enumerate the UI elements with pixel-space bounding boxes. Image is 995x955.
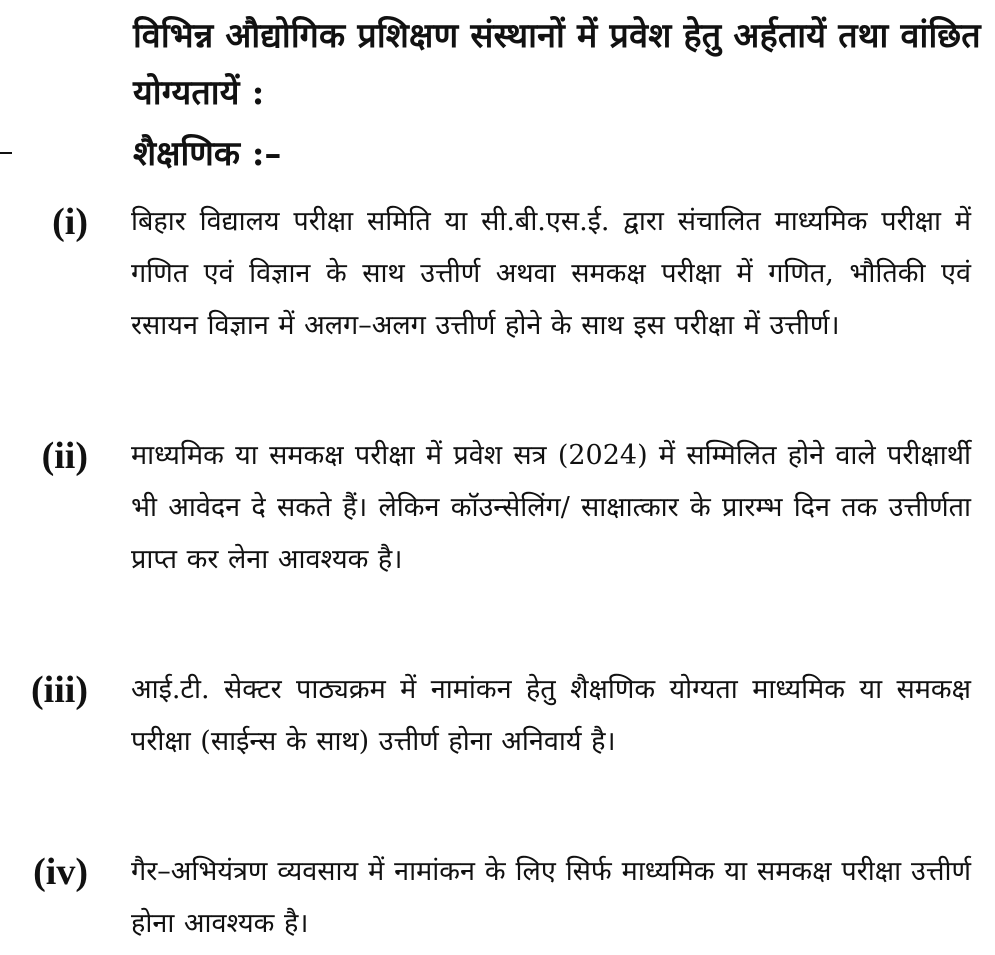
item-text: माध्यमिक या समकक्ष परीक्षा में प्रवेश सत्र (2024) में सम्मिलित होने वाले परीक्षार्थी भी आवेदन दे सकते हैं। लेकिन कॉउन्सेलिंग/ साक्षात्कार के प्रारम्भ दिन तक उत्तीर्णता प्राप्त कर लेना आवश्यक है।	[131, 440, 971, 575]
margin-mark	[0, 152, 12, 154]
section-label: शैक्षणिक :–	[133, 134, 282, 174]
item-text: आई.टी. सेक्टर पाठ्यक्रम में नामांकन हेतु शैक्षणिक योग्यता माध्यमिक या समकक्ष परीक्षा (साईन्स के साथ) उत्तीर्ण होना अनिवार्य है।	[131, 674, 971, 757]
item-number: (iii)	[31, 669, 88, 711]
page-title: विभिन्न औद्योगिक प्रशिक्षण संस्थानों में प्रवेश हेतु अर्हतायें तथा वांछित योग्यतायें :	[133, 16, 981, 113]
item-text: बिहार विद्यालय परीक्षा समिति या सी.बी.एस.ई. द्वारा संचालित माध्यमिक परीक्षा में गणित एवं विज्ञान के साथ उत्तीर्ण अथवा समकक्ष परीक्षा में गणित, भौतिकी एवं रसायन विज्ञान में अलग–अलग उत्तीर्ण होने के साथ इस परीक्षा में उत्तीर्ण।	[131, 206, 971, 341]
item-number: (ii)	[41, 435, 88, 477]
item-number: (i)	[52, 201, 88, 243]
item-text: गैर–अभियंत्रण व्यवसाय में नामांकन के लिए सिर्फ माध्यमिक या समकक्ष परीक्षा उत्तीर्ण होना आवश्यक है।	[131, 856, 971, 939]
item-number: (iv)	[33, 851, 88, 893]
